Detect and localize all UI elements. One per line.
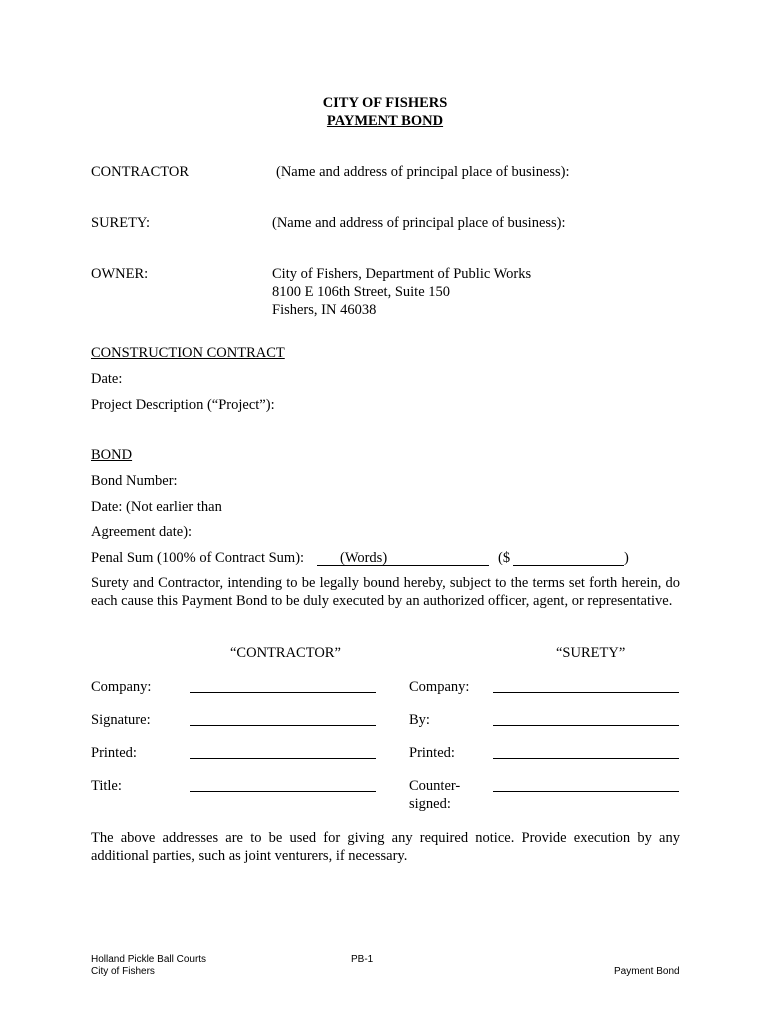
owner-address-line-1: City of Fishers, Department of Public Works bbox=[272, 266, 532, 282]
document-subtitle: PAYMENT BOND bbox=[326, 113, 444, 129]
footer-document-name: Payment Bond bbox=[614, 966, 680, 977]
footer-project-name: Holland Pickle Ball Courts bbox=[91, 954, 207, 965]
contractor-printed-label: Printed: bbox=[91, 745, 137, 761]
contractor-title-label: Title: bbox=[91, 778, 122, 794]
contractor-label: CONTRACTOR bbox=[91, 164, 190, 180]
contractor-printed-line[interactable] bbox=[190, 758, 376, 759]
surety-by-line[interactable] bbox=[493, 725, 679, 726]
surety-value: (Name and address of principal place of business): bbox=[272, 215, 566, 231]
notice-paragraph: The above addresses are to be used for giving any required notice. Provide execution by any additional parties, such as joint venturers, if necessary. bbox=[91, 830, 680, 864]
surety-countersigned-label-1: Counter- bbox=[409, 778, 461, 794]
owner-address-line-2: 8100 E 106th Street, Suite 150 bbox=[272, 284, 451, 300]
penal-sum-dollar-open: ($ bbox=[498, 550, 511, 566]
surety-by-label: By: bbox=[409, 712, 430, 728]
surety-countersigned-label-2: signed: bbox=[409, 796, 451, 812]
surety-label: SURETY: bbox=[91, 215, 151, 231]
contractor-company-line[interactable] bbox=[190, 692, 376, 693]
contractor-signature-line[interactable] bbox=[190, 725, 376, 726]
document-title: CITY OF FISHERS bbox=[322, 95, 448, 111]
project-description-label: Project Description (“Project”): bbox=[91, 397, 275, 413]
owner-address-line-3: Fishers, IN 46038 bbox=[272, 302, 377, 318]
surety-printed-line[interactable] bbox=[493, 758, 679, 759]
footer-city: City of Fishers bbox=[91, 966, 155, 977]
bond-paragraph: Surety and Contractor, intending to be legally bound hereby, subject to the terms set forth herein, do each cause this Payment Bond to be duly executed by an authorized officer, agent, or representative. bbox=[91, 575, 680, 609]
bond-date-label: Date: (Not earlier than bbox=[91, 499, 222, 515]
penal-sum-label: Penal Sum (100% of Contract Sum): bbox=[91, 550, 305, 566]
footer-page-number: PB-1 bbox=[351, 954, 374, 965]
owner-label: OWNER: bbox=[91, 266, 149, 282]
contract-date-label: Date: bbox=[91, 371, 123, 387]
contractor-title-line[interactable] bbox=[190, 791, 376, 792]
agreement-date-label: Agreement date): bbox=[91, 524, 193, 540]
bond-number-label: Bond Number: bbox=[91, 473, 178, 489]
contractor-signature-heading: “CONTRACTOR” bbox=[230, 645, 341, 661]
surety-printed-label: Printed: bbox=[409, 745, 455, 761]
surety-signature-heading: “SURETY” bbox=[556, 645, 626, 661]
surety-countersigned-line[interactable] bbox=[493, 791, 679, 792]
penal-sum-amount-line[interactable] bbox=[513, 565, 624, 566]
penal-sum-words-label: (Words) bbox=[340, 550, 388, 566]
surety-company-label: Company: bbox=[409, 679, 470, 695]
contractor-signature-label: Signature: bbox=[91, 712, 151, 728]
construction-contract-heading: CONSTRUCTION CONTRACT bbox=[91, 345, 285, 361]
bond-heading: BOND bbox=[91, 447, 133, 463]
penal-sum-dollar-close: ) bbox=[624, 550, 629, 566]
contractor-value: (Name and address of principal place of business): bbox=[276, 164, 570, 180]
contractor-company-label: Company: bbox=[91, 679, 152, 695]
surety-company-line[interactable] bbox=[493, 692, 679, 693]
